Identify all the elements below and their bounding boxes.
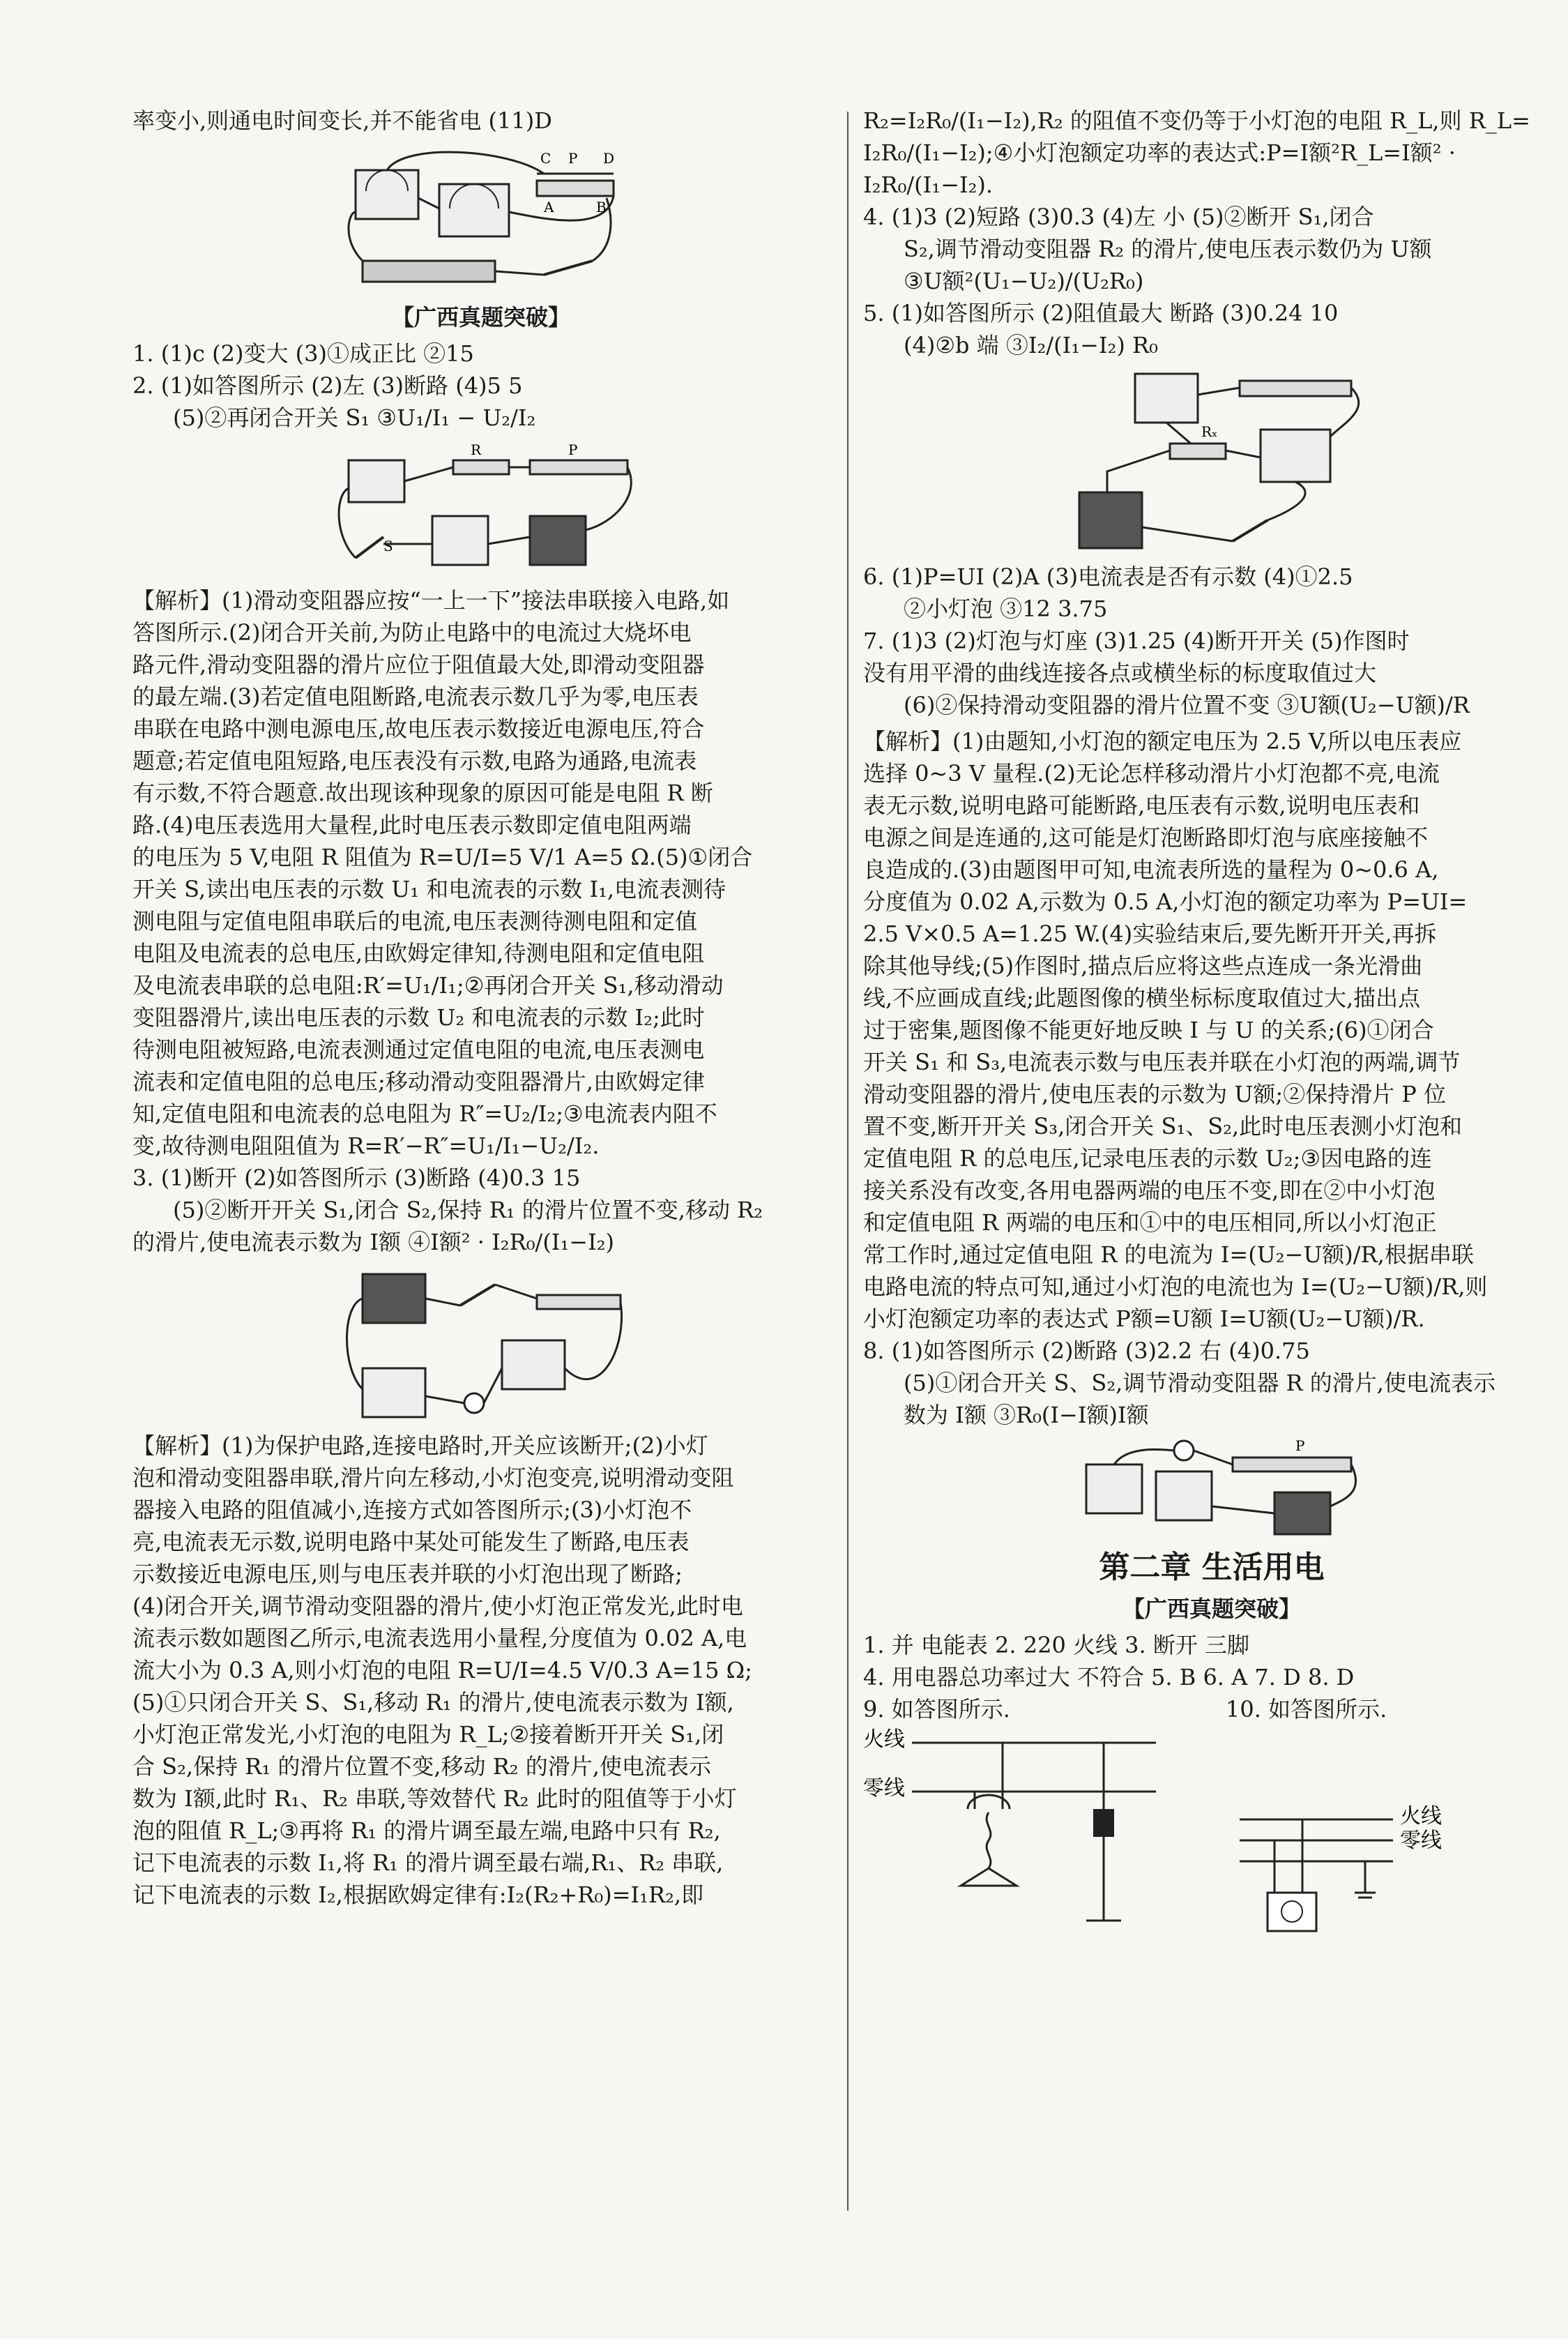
analysis-line: 记下电流表的示数 I₁,将 R₁ 的滑片调至最右端,R₁、R₂ 串联, bbox=[132, 1849, 724, 1876]
analysis-line: (5)①只闭合开关 S、S₁,移动 R₁ 的滑片,使电流表示数为 I额, bbox=[132, 1689, 734, 1716]
answer-line: (5)①闭合开关 S、S₂,调节滑动变阻器 R 的滑片,使电流表示 bbox=[904, 1370, 1495, 1396]
resistor-icon bbox=[1170, 444, 1226, 459]
analysis-line: 的电压为 5 V,电阻 R 阻值为 R=U/I=5 V/1 A=5 Ω.(5)①闭合 bbox=[132, 844, 753, 870]
text-line: 率变小,则通电时间变长,并不能省电 (11)D bbox=[132, 107, 552, 134]
bulb-icon bbox=[464, 1393, 484, 1413]
analysis-line: 【解析】(1)滑动变阻器应按“一上一下”接法串联接入电路,如 bbox=[132, 587, 730, 614]
rheostat-icon bbox=[530, 460, 627, 474]
analysis-line: 小灯泡正常发光,小灯泡的电阻为 R_L;②接着断开开关 S₁,闭 bbox=[132, 1721, 724, 1748]
battery-icon bbox=[363, 1274, 425, 1323]
rheostat-icon bbox=[1240, 381, 1351, 396]
ammeter-icon bbox=[349, 460, 404, 502]
fig-label: C bbox=[540, 150, 551, 167]
analysis-line: 置不变,断开开关 S₃,闭合开关 S₁、S₂,此时电压表测小灯泡和 bbox=[863, 1113, 1463, 1140]
battery-icon bbox=[530, 516, 586, 565]
rheostat-icon bbox=[1233, 1458, 1351, 1471]
left-column bbox=[132, 105, 830, 1911]
analysis-line: 器接入电路的阻值减小,连接方式如答图所示;(3)小灯泡不 bbox=[132, 1497, 692, 1523]
analysis-line: 变,故待测电阻阻值为 R=R′−R″=U₁/I₁−U₂/I₂. bbox=[132, 1133, 600, 1159]
answer-line: S₂,调节滑动变阻器 R₂ 的滑片,使电压表示数仍为 U额 bbox=[904, 236, 1432, 262]
fig-label: P bbox=[1295, 1437, 1305, 1454]
neutral-wire-label: 零线 bbox=[863, 1776, 905, 1801]
analysis-line: 有示数,不符合题意.故出现该种现象的原因可能是电阻 R 断 bbox=[132, 780, 713, 806]
answer-line: 4. (1)3 (2)短路 (3)0.3 (4)左 小 (5)②断开 S₁,闭合 bbox=[863, 204, 1374, 230]
ammeter-icon bbox=[1261, 430, 1330, 482]
analysis-line: 表无示数,说明电路可能断路,电压表有示数,说明电压表和 bbox=[863, 792, 1420, 819]
analysis-line: 路元件,滑动变阻器的滑片应位于阻值最大处,即滑动变阻器 bbox=[132, 651, 705, 678]
answer-line: 数为 I额 ③R₀(I−I额)I额 bbox=[904, 1402, 1149, 1428]
analysis-line: 合 S₂,保持 R₁ 的滑片位置不变,移动 R₂ 的滑片,使电流表示 bbox=[132, 1753, 711, 1780]
analysis-line: 变阻器滑片,读出电压表的示数 U₂ 和电流表的示数 I₂;此时 bbox=[132, 1004, 705, 1031]
analysis-line: 泡和滑动变阻器串联,滑片向左移动,小灯泡变亮,说明滑动变阻 bbox=[132, 1464, 734, 1491]
analysis-line: 【解析】(1)为保护电路,连接电路时,开关应该断开;(2)小灯 bbox=[132, 1432, 708, 1459]
analysis-line: 2.5 V×0.5 A=1.25 W.(4)实验结束后,要先断开开关,再拆 bbox=[863, 921, 1437, 947]
answer-line: 1. (1)c (2)变大 (3)①成正比 ②15 bbox=[132, 340, 474, 367]
ammeter-icon bbox=[1086, 1464, 1142, 1513]
analysis-line: 待测电阻被短路,电流表测通过定值电阻的电流,电压表测电 bbox=[132, 1036, 705, 1063]
battery-icon bbox=[1079, 492, 1142, 548]
analysis-line: 流大小为 0.3 A,则小灯泡的电阻 R=U/I=4.5 V/0.3 A=15 Ω; bbox=[132, 1657, 752, 1683]
analysis-line: 示数接近电源电压,则与电压表并联的小灯泡出现了断路; bbox=[132, 1561, 683, 1587]
resistor-icon bbox=[453, 460, 509, 474]
answer-line: 1. 并 电能表 2. 220 火线 3. 断开 三脚 bbox=[863, 1632, 1250, 1658]
section-title: 【广西真题突破】 bbox=[391, 304, 570, 331]
analysis-line: 选择 0~3 V 量程.(2)无论怎样移动滑片小灯泡都不亮,电流 bbox=[863, 760, 1440, 787]
switch-icon bbox=[356, 537, 383, 558]
analysis-line: 【解析】(1)由题知,小灯泡的额定电压为 2.5 V,所以电压表应 bbox=[863, 728, 1462, 755]
analysis-line: 良造成的.(3)由题图甲可知,电流表所选的量程为 0~0.6 A, bbox=[863, 856, 1439, 883]
analysis-line: 答图所示.(2)闭合开关前,为防止电路中的电流过大烧坏电 bbox=[132, 619, 692, 646]
analysis-line: 过于密集,题图像不能更好地反映 I 与 U 的关系;(6)①闭合 bbox=[863, 1017, 1434, 1043]
fig-label: R bbox=[471, 441, 482, 458]
fig-label: Rₓ bbox=[1201, 423, 1218, 440]
analysis-line: (4)闭合开关,调节滑动变阻器的滑片,使小灯泡正常发光,此时电 bbox=[132, 1593, 743, 1619]
battery-icon bbox=[363, 261, 495, 282]
switch-icon bbox=[544, 261, 593, 275]
rheostat-icon bbox=[537, 181, 614, 196]
lamp-icon bbox=[961, 1868, 1017, 1886]
analysis-line: 及电流表串联的总电阻:R′=U₁/I₁;②再闭合开关 S₁,移动滑动 bbox=[132, 972, 724, 999]
analysis-line: 路.(4)电压表选用大量程,此时电压表示数即定值电阻两端 bbox=[132, 812, 692, 838]
voltmeter-icon bbox=[432, 516, 488, 565]
analysis-line: 滑动变阻器的滑片,使电压表的示数为 U额;②保持滑片 P 位 bbox=[863, 1081, 1446, 1107]
voltmeter-icon bbox=[439, 184, 509, 236]
fig-label: B bbox=[596, 199, 607, 215]
analysis-line: 亮,电流表无示数,说明电路中某处可能发生了断路,电压表 bbox=[132, 1529, 690, 1555]
answer-line: 8. (1)如答图所示 (2)断路 (3)2.2 右 (4)0.75 bbox=[863, 1338, 1310, 1364]
ammeter-icon bbox=[356, 170, 418, 219]
switch-icon bbox=[460, 1285, 495, 1305]
answer-line: ②小灯泡 ③12 3.75 bbox=[904, 596, 1108, 622]
answer-line: 4. 用电器总功率过大 不符合 5. B 6. A 7. D 8. D bbox=[863, 1664, 1355, 1690]
fig-label: S bbox=[383, 538, 393, 554]
circuit-figure-8 bbox=[1072, 1437, 1365, 1541]
analysis-line: 除其他导线;(5)作图时,描点后应将这些点连成一条光滑曲 bbox=[863, 953, 1423, 979]
text-line: I₂R₀/(I₁−I₂);④小灯泡额定功率的表达式:P=I额²R_L=I额² · I₂R₀/(I₁−I₂). bbox=[863, 139, 1456, 198]
analysis-q7 bbox=[863, 725, 1560, 1335]
right-column bbox=[863, 105, 1560, 1935]
circuit-figure-2 bbox=[321, 439, 641, 579]
socket-icon bbox=[1268, 1893, 1316, 1931]
answer-line: 5. (1)如答图所示 (2)阻值最大 断路 (3)0.24 10 bbox=[863, 300, 1339, 326]
wiring-figure-10 bbox=[1226, 1725, 1505, 1935]
answer-line: 6. (1)P=UI (2)A (3)电流表是否有示数 (4)①2.5 bbox=[863, 563, 1353, 590]
chapter-title: 第二章 生活用电 bbox=[1099, 1550, 1325, 1585]
answer-line: 2. (1)如答图所示 (2)左 (3)断路 (4)5 5 bbox=[132, 372, 523, 399]
fig-label: A bbox=[544, 199, 554, 215]
live-wire-label: 火线 bbox=[1400, 1804, 1442, 1829]
analysis-line: 电源之间是连通的,这可能是灯泡断路即灯泡与底座接触不 bbox=[863, 824, 1429, 851]
analysis-line: 和定值电阻 R 两端的电压和①中的电压相同,所以小灯泡正 bbox=[863, 1209, 1437, 1236]
answer-line: (5)②断开开关 S₁,闭合 S₂,保持 R₁ 的滑片位置不变,移动 R₂ bbox=[173, 1197, 763, 1223]
answer-line: 9. 如答图所示. bbox=[863, 1696, 1010, 1723]
answer-line: 没有用平滑的曲线连接各点或横坐标的标度取值过大 bbox=[863, 660, 1377, 686]
analysis-line: 测电阻与定值电阻串联后的电流,电压表测待测电阻和定值 bbox=[132, 908, 698, 934]
analysis-line: 小灯泡额定功率的表达式 P额=U额 I=U额(U₂−U额)/R. bbox=[863, 1305, 1425, 1332]
analysis-line: 流表和定值电阻的总电压;移动滑动变阻器滑片,由欧姆定律 bbox=[132, 1068, 705, 1095]
analysis-line: 流表示数如题图乙所示,电流表选用小量程,分度值为 0.02 A,电 bbox=[132, 1625, 747, 1651]
analysis-line: 泡的阻值 R_L;③再将 R₁ 的滑片调至最左端,电路中只有 R₂, bbox=[132, 1817, 721, 1844]
wiring-figure-9 bbox=[863, 1725, 1184, 1935]
analysis-line: 题意;若定值电阻短路,电压表没有示数,电路为通路,电流表 bbox=[132, 748, 697, 774]
battery-icon bbox=[1274, 1492, 1330, 1534]
live-wire-label: 火线 bbox=[863, 1727, 905, 1752]
neutral-wire-label: 零线 bbox=[1400, 1829, 1442, 1853]
switch-box-icon bbox=[1093, 1809, 1114, 1837]
analysis-line: 线,不应画成直线;此题图像的横坐标标度取值过大,描出点 bbox=[863, 985, 1421, 1011]
answer-line: 7. (1)3 (2)灯泡与灯座 (3)1.25 (4)断开开关 (5)作图时 bbox=[863, 628, 1410, 654]
fig-label: P bbox=[568, 441, 578, 458]
answer-line: (6)②保持滑动变阻器的滑片位置不变 ③U额(U₂−U额)/R bbox=[904, 692, 1470, 718]
analysis-line: 常工作时,通过定值电阻 R 的电流为 I=(U₂−U额)/R,根据串联 bbox=[863, 1241, 1474, 1268]
analysis-line: 的最左端.(3)若定值电阻断路,电流表示数几乎为零,电压表 bbox=[132, 683, 699, 710]
analysis-line: 知,定值电阻和电流表的总电阻为 R″=U₂/I₂;③电流表内阻不 bbox=[132, 1100, 717, 1127]
rheostat-icon bbox=[537, 1295, 621, 1309]
voltmeter-icon bbox=[502, 1340, 565, 1389]
analysis-line: 数为 I额,此时 R₁、R₂ 串联,等效替代 R₂ 此时的阻值等于小灯 bbox=[132, 1785, 737, 1812]
analysis-line: 串联在电路中测电源电压,故电压表示数接近电源电压,符合 bbox=[132, 716, 705, 742]
analysis-line: 定值电阻 R 的总电压,记录电压表的示数 U₂;③因电路的连 bbox=[863, 1145, 1433, 1172]
ammeter-icon bbox=[363, 1368, 425, 1417]
fig-label: P bbox=[568, 150, 578, 167]
section-title: 【广西真题突破】 bbox=[1122, 1596, 1301, 1622]
analysis-q3 bbox=[132, 1430, 830, 1911]
answer-row bbox=[863, 1693, 1560, 1725]
analysis-line: 记下电流表的示数 I₂,根据欧姆定律有:I₂(R₂+R₀)=I₁R₂,即 bbox=[132, 1882, 704, 1908]
analysis-line: 分度值为 0.02 A,示数为 0.5 A,小灯泡的额定功率为 P=UI= bbox=[863, 888, 1468, 915]
circuit-figure-1 bbox=[335, 142, 627, 296]
answer-line: (5)②再闭合开关 S₁ ③U₁/I₁ − U₂/I₂ bbox=[173, 404, 536, 431]
circuit-figure-5 bbox=[1051, 367, 1372, 555]
answer-line: 的滑片,使电流表示数为 I额 ④I额² · I₂R₀/(I₁−I₂) bbox=[132, 1229, 615, 1255]
switch-icon bbox=[1233, 520, 1268, 541]
analysis-line: 电阻及电流表的总电压,由欧姆定律知,待测电阻和定值电阻 bbox=[132, 940, 705, 967]
analysis-line: 电路电流的特点可知,通过小灯泡的电流也为 I=(U₂−U额)/R,则 bbox=[863, 1273, 1488, 1300]
bulb-icon bbox=[1174, 1441, 1194, 1460]
analysis-line: 接关系没有改变,各用电器两端的电压不变,即在②中小灯泡 bbox=[863, 1177, 1436, 1204]
wiring-figures bbox=[863, 1725, 1560, 1935]
answer-line: (4)②b 端 ③I₂/(I₁−I₂) R₀ bbox=[904, 332, 1158, 358]
answer-line: 10. 如答图所示. bbox=[1226, 1696, 1387, 1723]
text-line: R₂=I₂R₀/(I₁−I₂),R₂ 的阻值不变仍等于小灯泡的电阻 R_L,则 R_L= bbox=[863, 107, 1530, 134]
analysis-q2 bbox=[132, 584, 830, 1162]
circuit-figure-3 bbox=[335, 1264, 627, 1424]
voltmeter-icon bbox=[1135, 374, 1198, 423]
answer-line: 3. (1)断开 (2)如答图所示 (3)断路 (4)0.3 15 bbox=[132, 1165, 581, 1191]
analysis-line: 开关 S₁ 和 S₃,电流表示数与电压表并联在小灯泡的两端,调节 bbox=[863, 1049, 1461, 1075]
fig-label: D bbox=[603, 150, 615, 167]
answer-line: ③U额²(U₁−U₂)/(U₂R₀) bbox=[904, 268, 1144, 294]
column-divider bbox=[847, 112, 848, 2211]
analysis-line: 开关 S,读出电压表的示数 U₁ 和电流表的示数 I₁,电流表测待 bbox=[132, 876, 726, 902]
voltmeter-icon bbox=[1156, 1471, 1212, 1520]
